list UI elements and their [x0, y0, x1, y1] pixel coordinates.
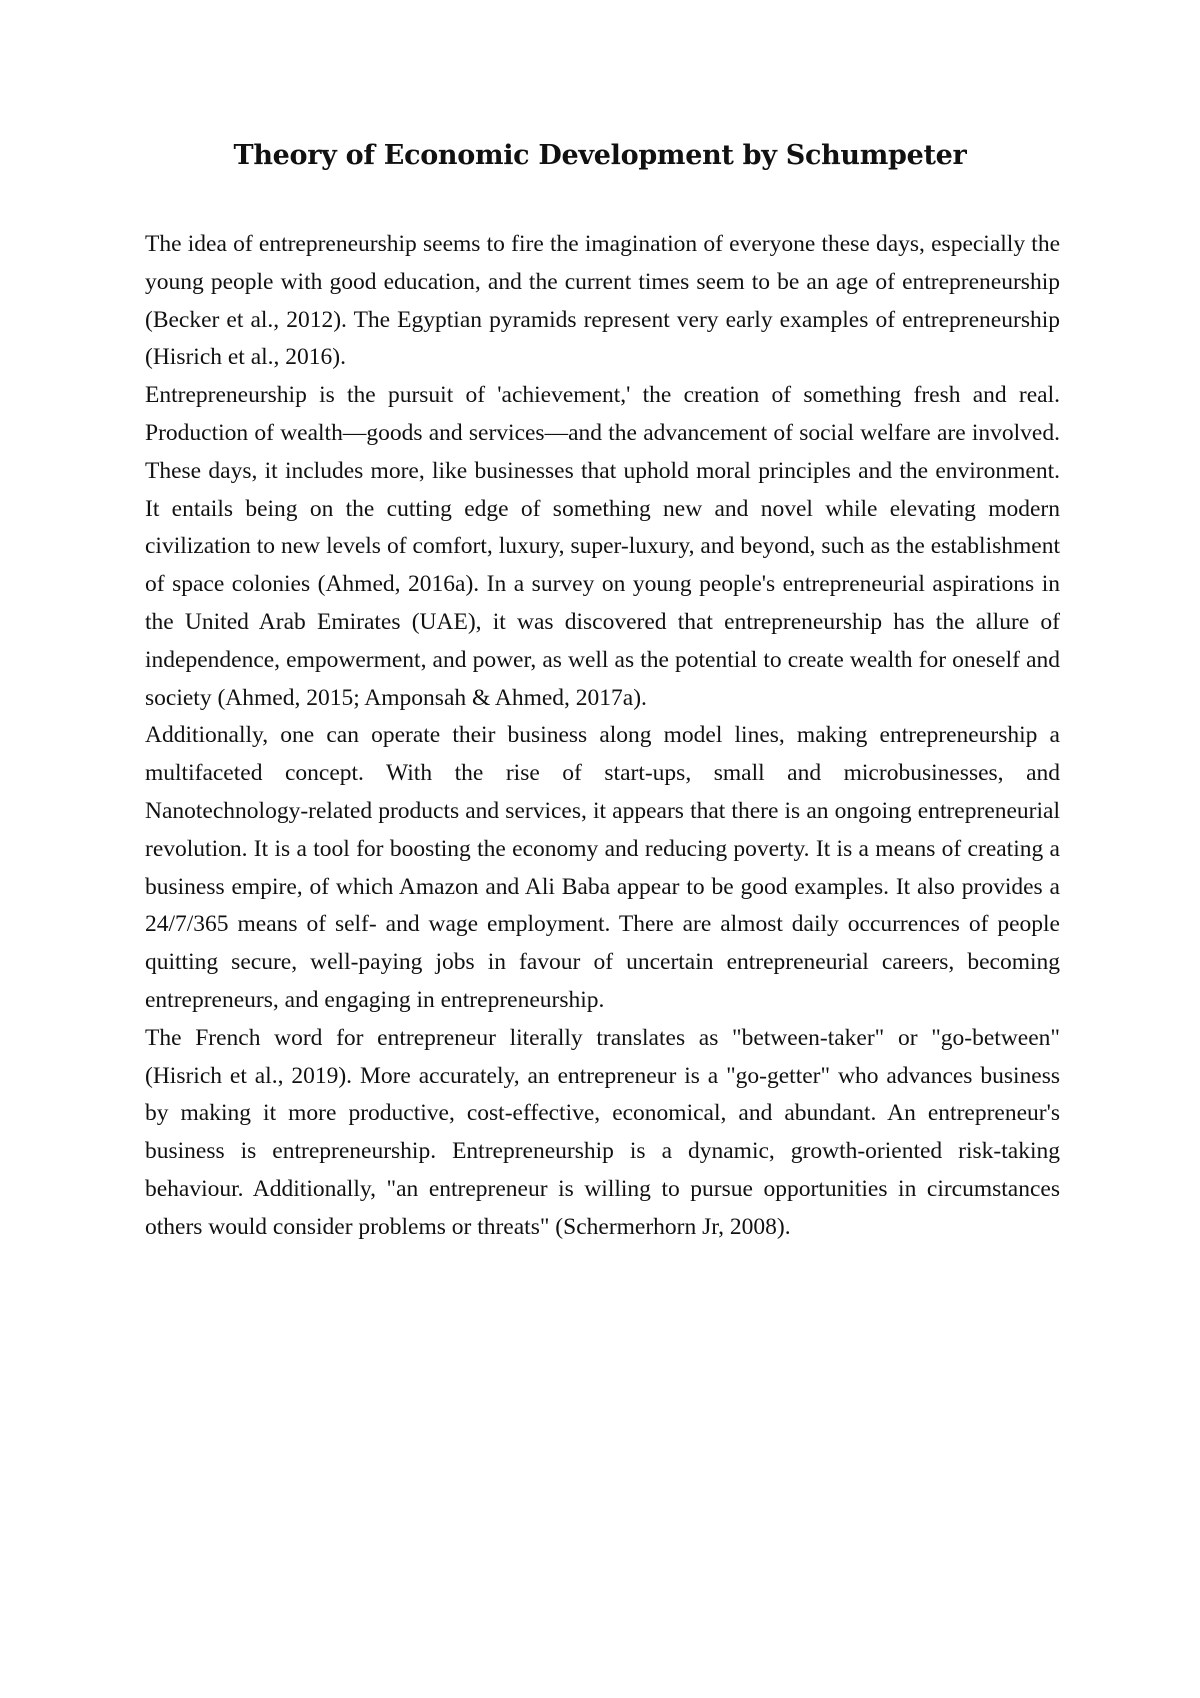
page-title: Theory of Economic Development by Schumpeter: [233, 140, 967, 171]
paragraph-french-origin: The French word for entrepreneur literally translates as "between-taker" or "go-between" (Hisrich et al., 2019). More accurately, an entrepreneur is a "go-getter" who advances business by making it more productive, cost-effective, economical, and abundant. An entrepreneur's business is entrepreneurship. Entrepreneurship is a dynamic, growth-oriented risk-taking behaviour. Additionally, "an entrepreneur is willing to pursue opportunities in circumstances others would consider problems or threats" (Schermerhorn Jr, 2008).: [145, 1024, 1060, 1240]
paragraph-definition: Entrepreneurship is the pursuit of 'achievement,' the creation of something fresh and real. Production of wealth—goods and services—and the advancement of social welfare are involved. These days, it includes more, like businesses that uphold moral principles and the environment. It entails being on the cutting edge of something new and novel while elevating modern civilization to new levels of comfort, luxury, super-luxury, and beyond, such as the establishment of space colonies (Ahmed, 2016a). In a survey on young people's entrepreneurial aspirations in the United Arab Emirates (UAE), it was discovered that entrepreneurship has the allure of independence, empowerment, and power, as well as the potential to create wealth for oneself and society (Ahmed, 2015; Amponsah & Ahmed, 2017a).: [145, 382, 1060, 711]
document-body: [145, 226, 1060, 1247]
paragraph-multifaceted-concept: Additionally, one can operate their business along model lines, making entrepreneurship a multifaceted concept. With the rise of start-ups, small and microbusinesses, and Nanotechnology-related products and services, it appears that there is an ongoing entrepreneurial revolution. It is a tool for boosting the economy and reducing poverty. It is a means of creating a business empire, of which Amazon and Ali Baba appear to be good examples. It also provides a 24/7/365 means of self- and wage employment. There are almost daily occurrences of people quitting secure, well-paying jobs in favour of uncertain entrepreneurial careers, becoming entrepreneurs, and engaging in entrepreneurship.: [145, 722, 1060, 1013]
paragraph-introduction: The idea of entrepreneurship seems to fire the imagination of everyone these days, especially the young people with good education, and the current times seem to be an age of entrepreneurship (Becker et al., 2012). The Egyptian pyramids represent very early examples of entrepreneurship (Hisrich et al., 2016).: [145, 231, 1060, 371]
